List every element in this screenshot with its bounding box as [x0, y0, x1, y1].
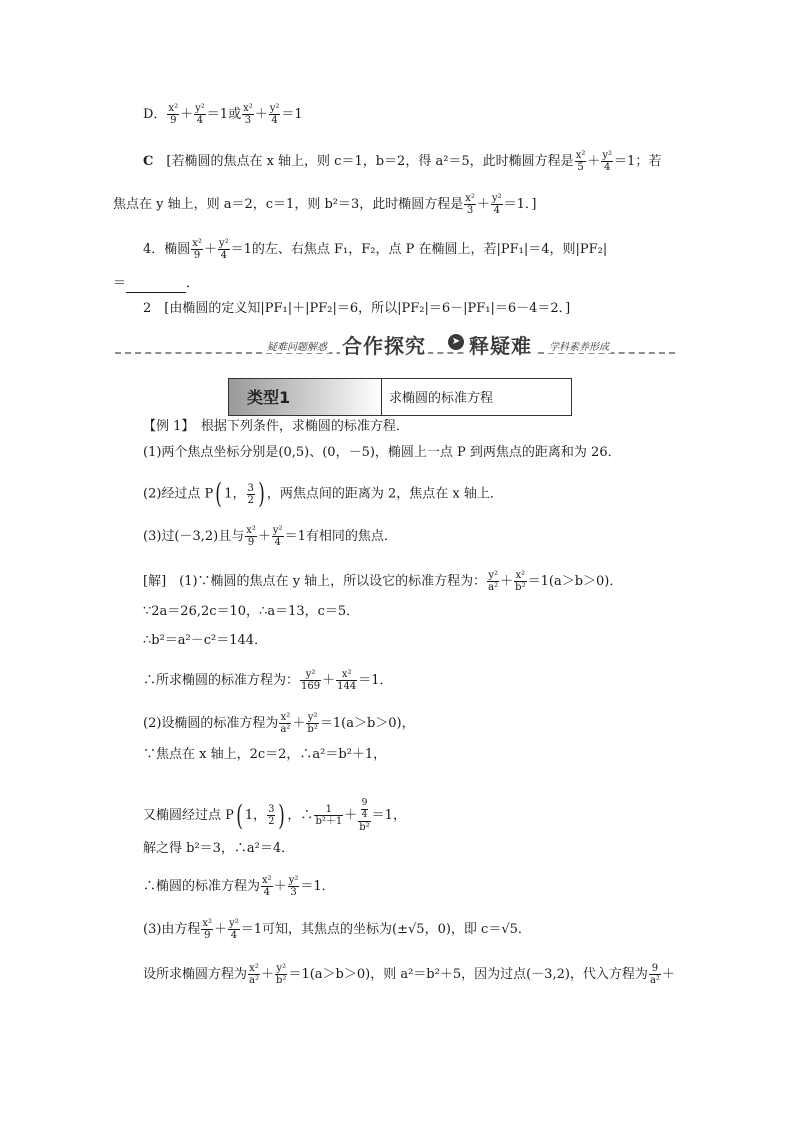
type-tag: 类型1	[229, 379, 381, 415]
solution-line-5: (2)设椭圆的标准方程为 $\frac{\text{x²}}{\text{a²}}$ ＋ $\frac{\text{y²}}{\text{b²}}$ ＝1(a＞b＞0)，	[143, 712, 415, 735]
answer-c-line2: 焦点在 y 轴上，则 a＝2，c＝1，则 b²＝3，此时椭圆方程是 $\frac{\text{x²}}{3}$ ＋ $\frac{\text{y²}}{4}$ ＝1．]	[113, 193, 537, 216]
banner-title-left: 合作探究	[340, 330, 428, 359]
solution-line-7: 又椭圆经过点 P( 1， $\frac{3}{2}$ ) ，∴ $\frac{1}{\text{b²＋1}}$ ＋ $\frac{\frac{9}{4}}{\text{b²}}$ ＝1，	[143, 798, 406, 833]
example-1-heading: 【例 1】 根据下列条件，求椭圆的标准方程．	[143, 419, 409, 434]
banner-title-right: 释疑难	[467, 330, 534, 359]
example-1-item-1: (1)两个焦点坐标分别是(0,5)、(0，－5)，椭圆上一点 P 到两焦点的距离和为 26．	[143, 445, 621, 460]
solution-line-10: (3)由方程 $\frac{\text{x²}}{9}$ ＋ $\frac{\text{y²}}{4}$ ＝1可知，其焦点的坐标为(±√5，0)，即 c＝√5．	[143, 918, 531, 941]
solution-line-4: ∴所求椭圆的标准方程为： $\frac{\text{y²}}{169}$ ＋ $\frac{\text{x²}}{144}$ ＝1．	[143, 669, 393, 692]
solution-line-8: 解之得 b²＝3，∴a²＝4．	[143, 841, 295, 856]
answer-4: 2 [由椭圆的定义知|PF₁|＋|PF₂|＝6，所以|PF₂|＝6－|PF₁|＝6－4＝2．]	[143, 301, 571, 316]
solution-line-9: ∴椭圆的标准方程为 $\frac{\text{x²}}{4}$ ＋ $\frac{\text{y²}}{3}$ ＝1．	[143, 875, 335, 898]
solution-line-6: ∵焦点在 x 轴上，2c＝2，∴a²＝b²＋1，	[143, 747, 387, 762]
answer-c-line1: C [若椭圆的焦点在 x 轴上，则 c＝1，b＝2，得 a²＝5，此时椭圆方程是 $\frac{\text{x²}}{5}$ ＋ $\frac{\text{y²}}{4}$ ＝1；若	[143, 150, 662, 173]
type-title: 求椭圆的标准方程	[389, 391, 494, 406]
answer-blank	[126, 280, 186, 293]
example-1-item-2: (2)经过点 P( 1， $\frac{3}{2}$ ) ，两焦点间的距离为 2，焦点在 x 轴上．	[143, 477, 503, 510]
banner-left-caption: 疑难问题解惑	[265, 338, 329, 353]
option-d: D． $\frac{\text{x²}}{9}$ ＋ $\frac{\text{y²}}{4}$ ＝1或 $\frac{\text{x²}}{3}$ ＋ $\frac{\text{y²}}{4}$ ＝1	[143, 103, 303, 126]
section-banner	[115, 330, 675, 358]
question-4: 4．椭圆 $\frac{\text{x²}}{9}$ ＋ $\frac{\text{y²}}{4}$ ＝1的左、右焦点 F₁，F₂，点 P 在椭圆上，若|PF₁|＝4，则|PF₂|	[143, 238, 608, 261]
type-box	[228, 378, 572, 416]
solution-line-2: ∵2a＝26,2c＝10，∴a＝13，c＝5．	[143, 604, 360, 619]
solution-line-3: ∴b²＝a²－c²＝144．	[143, 633, 268, 648]
solution-line-1: [解] (1)∵椭圆的焦点在 y 轴上，所以设它的标准方程为： $\frac{\text{y²}}{\text{a²}}$ ＋ $\frac{\text{x²}}{\text{b²}}$ ＝1(a＞b＞0)．	[143, 570, 623, 593]
banner-arrow-icon: ➤	[448, 334, 464, 350]
banner-right-caption: 学科素养形成	[547, 338, 611, 353]
question-4-blank-line: ＝ ．	[113, 276, 200, 291]
solution-line-11: 设所求椭圆方程为 $\frac{\text{x²}}{\text{a²}}$ ＋ $\frac{\text{y²}}{\text{b²}}$ ＝1(a＞b＞0)，则 a²＝b²＋5，因为过点(－3,2)，代入方程为 $\frac{9}{\text{a²}}$ ＋	[143, 963, 675, 986]
example-1-item-3: (3)过(－3,2)且与 $\frac{\text{x²}}{9}$ ＋ $\frac{\text{y²}}{4}$ ＝1有相同的焦点．	[143, 525, 397, 548]
